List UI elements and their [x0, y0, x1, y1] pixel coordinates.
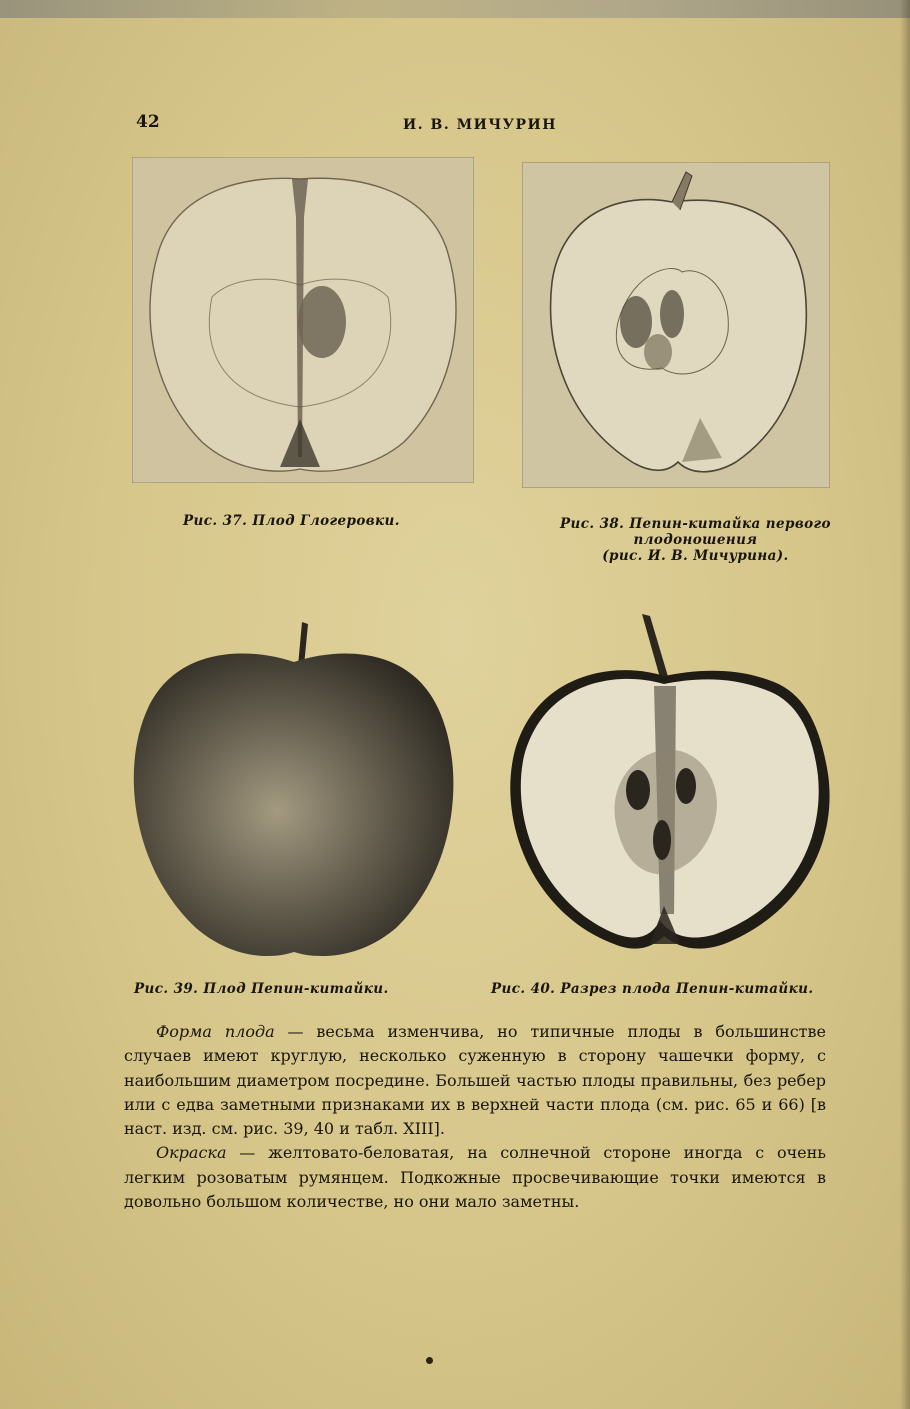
figure-39-image [126, 618, 462, 960]
term-color: Окраска [156, 1143, 227, 1163]
figure-40-image [504, 614, 834, 956]
figure-40-caption: Рис. 40. Разрез плода Пепин-китайки. [491, 981, 814, 997]
figure-38-caption-line-3: (рис. И. В. Мичурина). [602, 548, 789, 564]
body-text [124, 1020, 826, 1214]
paragraph-color [124, 1141, 826, 1214]
figure-37-image [132, 157, 474, 483]
paragraph-shape-text: — весьма изменчива, но типичные плоды в большинстве случаев имеют круглую, несколько суженную в сторону чашечки форму, с наибольшим диаметром посредине. Большей частью плоды правильны, без ребер или с едва заметными признаками их в верхней части плода (см. рис. 65 и 66) [в наст. изд. см. рис. 39, 40 и табл. XIII]. [124, 1022, 826, 1139]
paragraph-shape [124, 1020, 826, 1141]
figure-38-caption-line-2: плодоношения [633, 532, 758, 548]
figure-38-image [522, 162, 830, 488]
scan-top-edge [0, 0, 910, 18]
ink-spot [426, 1357, 433, 1364]
scan-right-edge [900, 0, 910, 1409]
paragraph-color-text: — желтовато-беловатая, на солнечной стороне иногда с очень легким розоватым румянцем. Подкожные просвечивающие точки имеются в довольно большом количестве, но они мало заметны. [124, 1143, 826, 1212]
term-shape: Форма плода [156, 1022, 275, 1041]
figure-38-caption-line-1: Рис. 38. Пепин-китайка первого [560, 516, 831, 532]
figure-39-caption: Рис. 39. Плод Пепин-китайки. [134, 981, 389, 997]
figure-38-caption [560, 516, 831, 564]
page-number: 42 [136, 112, 160, 132]
running-title: И. В. МИЧУРИН [403, 117, 557, 133]
figure-37-caption: Рис. 37. Плод Глогеровки. [183, 513, 400, 529]
